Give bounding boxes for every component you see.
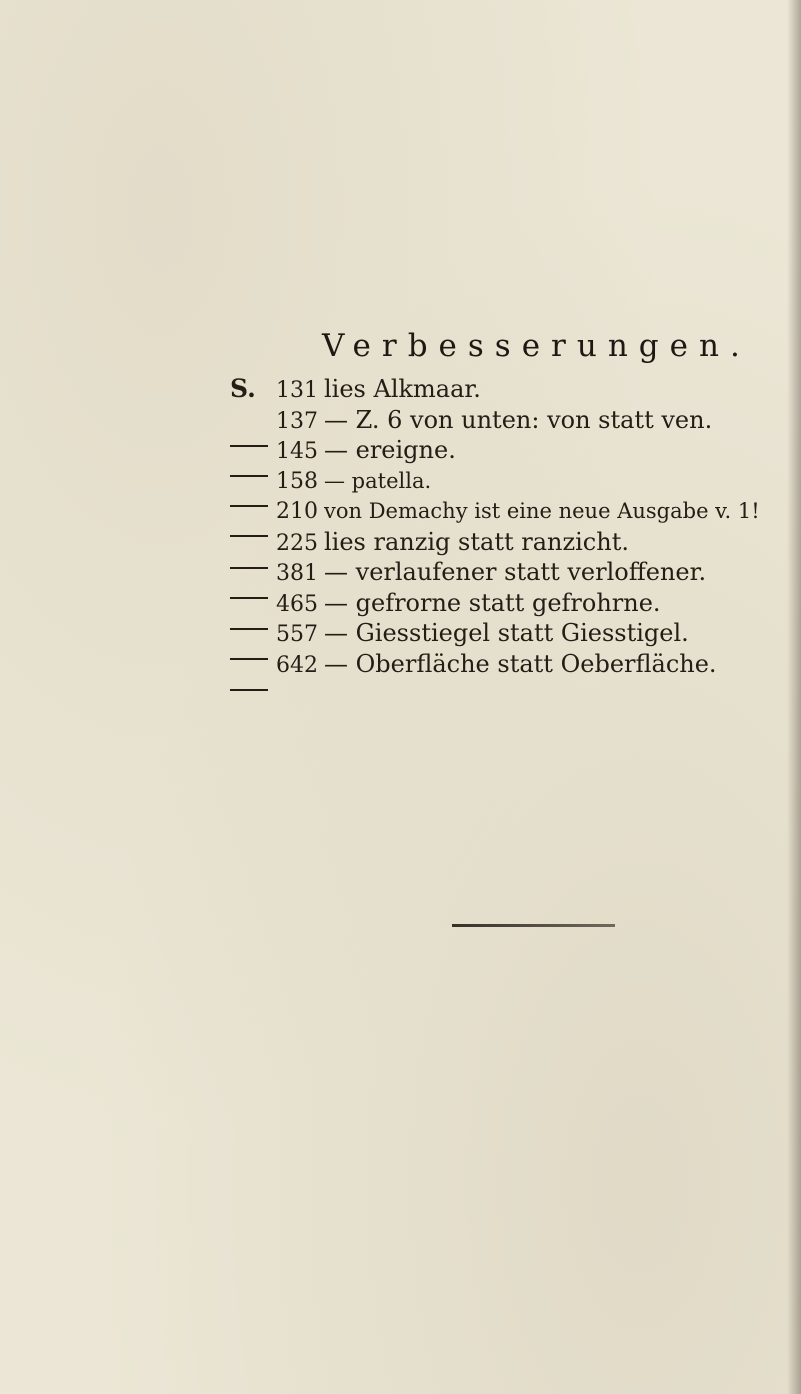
errata-row <box>230 649 801 680</box>
page-number: 465 <box>276 591 318 617</box>
correction-text: — ereigne. <box>324 436 456 464</box>
page-heading: Verbesserungen. <box>322 328 751 364</box>
errata-row <box>230 588 801 619</box>
page-number: 557 <box>276 622 318 647</box>
errata-row <box>230 496 801 527</box>
page-edge-shadow <box>787 0 801 1394</box>
closing-rule <box>452 924 615 927</box>
page-number: 131 <box>276 378 318 403</box>
correction-text: von Demachy ist eine neue Ausgabe v. 1! <box>324 499 760 523</box>
correction-text: — Oberfläche statt Oeberfläche. <box>324 649 717 678</box>
correction-text: lies Alkmaar. <box>324 375 481 403</box>
page-number: 145 <box>276 439 318 464</box>
page-number: 137 <box>276 408 318 434</box>
page-number: 381 <box>276 561 318 586</box>
correction-text: — patella. <box>324 468 432 493</box>
page-number: 158 <box>276 468 318 494</box>
errata-row <box>230 374 801 405</box>
errata-row <box>230 466 801 497</box>
errata-list <box>230 374 801 679</box>
correction-text: — gefrorne statt gefrohrne. <box>324 588 661 617</box>
errata-row <box>230 405 801 436</box>
errata-row <box>230 527 801 558</box>
correction-text: — Z. 6 von unten: von statt ven. <box>324 405 713 434</box>
errata-row <box>230 557 801 588</box>
page-number: 642 <box>276 652 318 678</box>
page-number: 225 <box>276 530 318 556</box>
correction-text: — verlaufener statt verloffener. <box>324 558 707 586</box>
page-number: 210 <box>276 499 318 524</box>
correction-text: lies ranzig statt ranzicht. <box>324 527 629 556</box>
errata-row <box>230 618 801 649</box>
errata-row <box>230 435 801 466</box>
correction-text: — Giesstiegel statt Giesstigel. <box>324 619 689 647</box>
row-prefix: S. <box>230 374 256 403</box>
